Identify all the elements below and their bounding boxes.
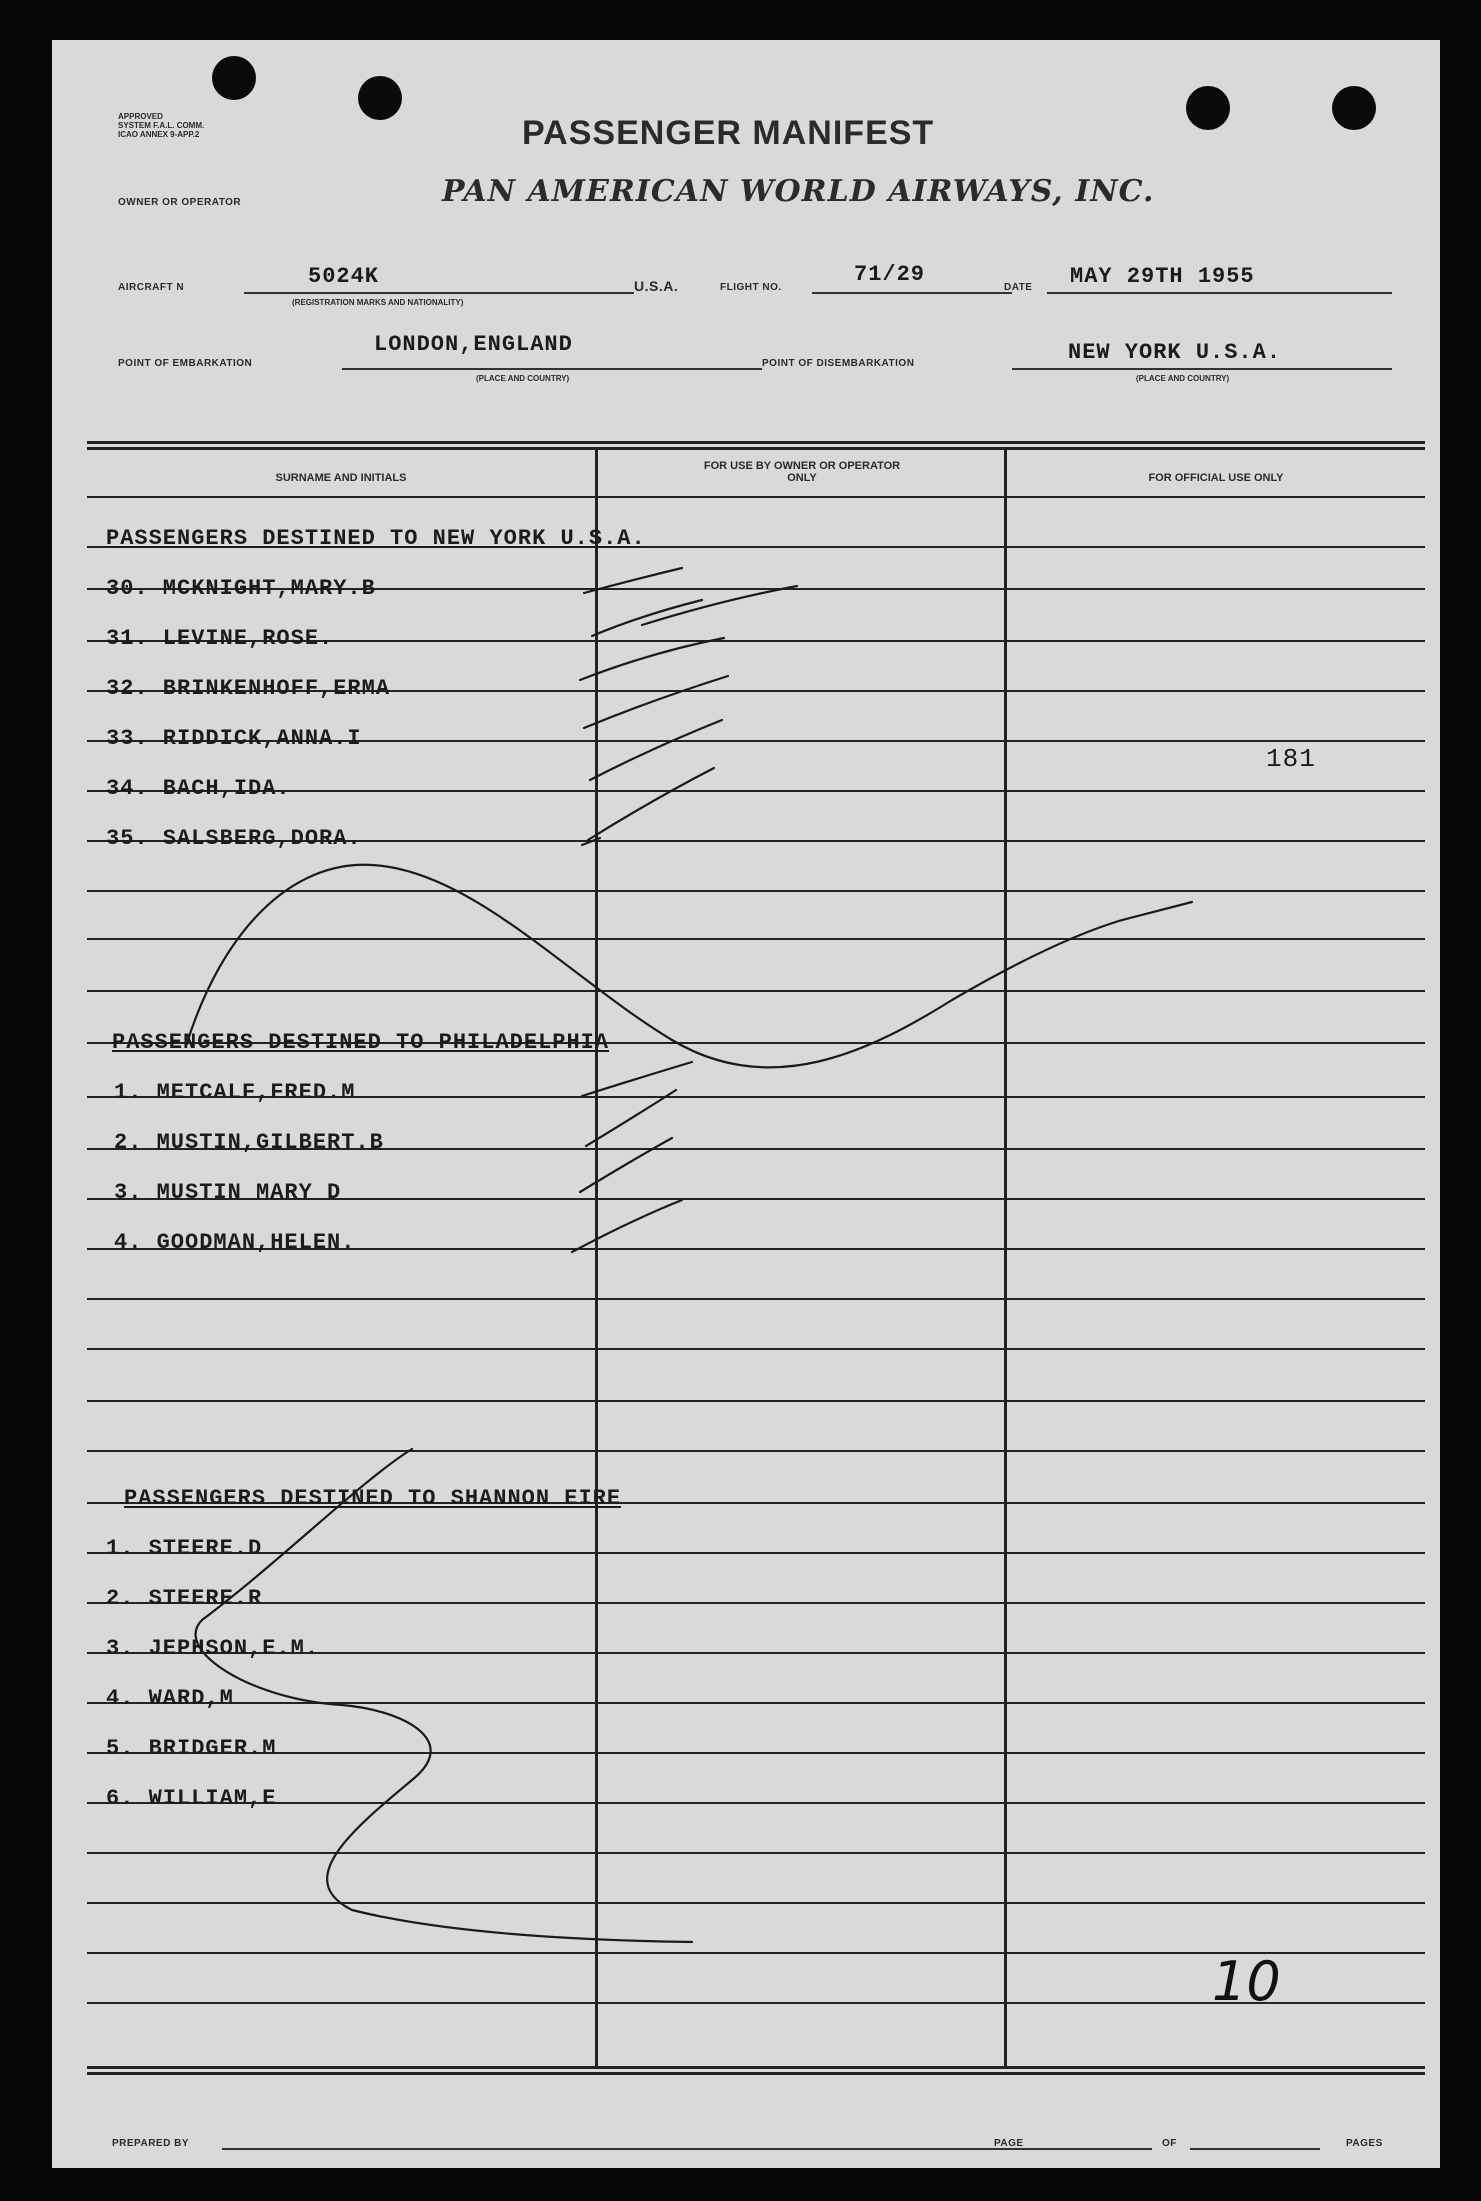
passenger-entry: 32. BRINKENHOFF,ERMA (106, 676, 391, 701)
pages-label: PAGES (1346, 2138, 1383, 2149)
passenger-entry: 6. WILLIAM,E (106, 1786, 277, 1811)
nationality: U.S.A. (634, 278, 679, 294)
passenger-entry: 3. MUSTIN MARY D (114, 1180, 342, 1205)
embarkation-value: LONDON,ENGLAND (374, 332, 573, 357)
passenger-entry: 34. BACH,IDA. (106, 776, 291, 801)
row-rule (87, 990, 1425, 992)
of-line (1190, 2148, 1320, 2150)
official-stamp-number: 181 (1266, 744, 1316, 774)
cancel-stroke (196, 1449, 692, 1942)
group-heading: PASSENGERS DESTINED TO PHILADELPHIA (112, 1030, 610, 1055)
row-rule (87, 1298, 1425, 1300)
passenger-entry: 1. METCALF,FRED.M (114, 1080, 356, 1105)
row-rule (87, 1902, 1425, 1904)
check-mark (584, 676, 728, 728)
prepared-by-line (222, 2148, 1042, 2150)
column-header-names: SURNAME AND INITIALS (275, 472, 407, 484)
passenger-entry: 5. BRIDGER.M (106, 1736, 277, 1761)
handwritten-count: 10 (1212, 1950, 1281, 2013)
passenger-entry: 30. MCKNIGHT,MARY.B (106, 576, 376, 601)
check-mark (580, 1138, 672, 1192)
passenger-entry: 33. RIDDICK,ANNA.I (106, 726, 362, 751)
column-header-official: FOR OFFICIAL USE ONLY (1148, 472, 1284, 484)
table-bottom-rule (87, 2066, 1425, 2069)
punch-hole (1186, 86, 1230, 130)
row-rule (87, 1552, 1425, 1554)
row-rule (87, 1752, 1425, 1754)
row-rule (87, 1450, 1425, 1452)
flight-label: FLIGHT NO. (720, 282, 782, 293)
passenger-entry: 4. WARD,M (106, 1686, 234, 1711)
aircraft-line (244, 292, 634, 294)
check-mark (590, 720, 722, 780)
manifest-sheet (52, 40, 1440, 2168)
check-mark (580, 638, 724, 680)
row-rule (87, 1702, 1425, 1704)
approval-block: APPROVED SYSTEM F.A.L. COMM. ICAO ANNEX 9-APP.2 (118, 112, 205, 139)
group-heading: PASSENGERS DESTINED TO SHANNON EIRE (124, 1486, 622, 1511)
row-rule (87, 1400, 1425, 1402)
page-label: PAGE (994, 2138, 1024, 2149)
owner-label: OWNER OR OPERATOR (118, 197, 242, 208)
date-line (1047, 292, 1392, 294)
embarkation-caption: (PLACE AND COUNTRY) (476, 374, 570, 383)
date-label: DATE (1004, 282, 1033, 293)
aircraft-label: AIRCRAFT N (118, 282, 185, 293)
flight-value: 71/29 (854, 262, 926, 287)
passenger-entry: 2. MUSTIN,GILBERT.B (114, 1130, 384, 1155)
punch-hole (1332, 86, 1376, 130)
disembarkation-value: NEW YORK U.S.A. (1068, 340, 1282, 365)
passenger-entry: 35. SALSBERG,DORA. (106, 826, 362, 851)
row-rule (87, 1602, 1425, 1604)
disembarkation-label: POINT OF DISEMBARKATION (762, 358, 915, 369)
disembarkation-caption: (PLACE AND COUNTRY) (1136, 374, 1230, 383)
page-line (1042, 2148, 1152, 2150)
of-label: OF (1162, 2138, 1177, 2149)
passenger-entry: 3. JEPHSON,E.M. (106, 1636, 320, 1661)
punch-hole (358, 76, 402, 120)
row-rule (87, 890, 1425, 892)
table-top-rule (87, 441, 1425, 444)
check-mark (592, 586, 797, 636)
check-mark (586, 1090, 676, 1146)
prepared-by-label: PREPARED BY (112, 2138, 189, 2149)
row-rule (87, 1348, 1425, 1350)
operator-name: PAN AMERICAN WORLD AIRWAYS, INC. (442, 174, 1155, 209)
disembarkation-line (1012, 368, 1392, 370)
passenger-entry: 4. GOODMAN,HELEN. (114, 1230, 356, 1255)
row-rule (87, 938, 1425, 940)
embarkation-line (342, 368, 762, 370)
embarkation-label: POINT OF EMBARKATION (118, 358, 253, 369)
passenger-entry: 1. STEERE.D (106, 1536, 263, 1561)
passenger-entry: 31. LEVINE,ROSE. (106, 626, 334, 651)
punch-hole (212, 56, 256, 100)
check-mark (572, 1200, 682, 1252)
column-header-owner: FOR USE BY OWNER OR OPERATOR ONLY (703, 460, 901, 484)
passenger-entry: 2. STEERE.R (106, 1586, 263, 1611)
row-rule (87, 1802, 1425, 1804)
page-title: PASSENGER MANIFEST (522, 114, 935, 152)
check-mark (582, 1062, 692, 1096)
check-mark (588, 768, 714, 840)
row-rule (87, 1852, 1425, 1854)
flight-line (812, 292, 1012, 294)
table-bottom-rule (87, 2072, 1425, 2075)
aircraft-value: 5024K (308, 264, 380, 289)
row-rule (87, 496, 1425, 498)
group-heading: PASSENGERS DESTINED TO NEW YORK U.S.A. (106, 526, 646, 551)
registration-caption: (REGISTRATION MARKS AND NATIONALITY) (292, 298, 464, 307)
table-top-rule (87, 447, 1425, 450)
date-value: MAY 29TH 1955 (1070, 264, 1255, 289)
